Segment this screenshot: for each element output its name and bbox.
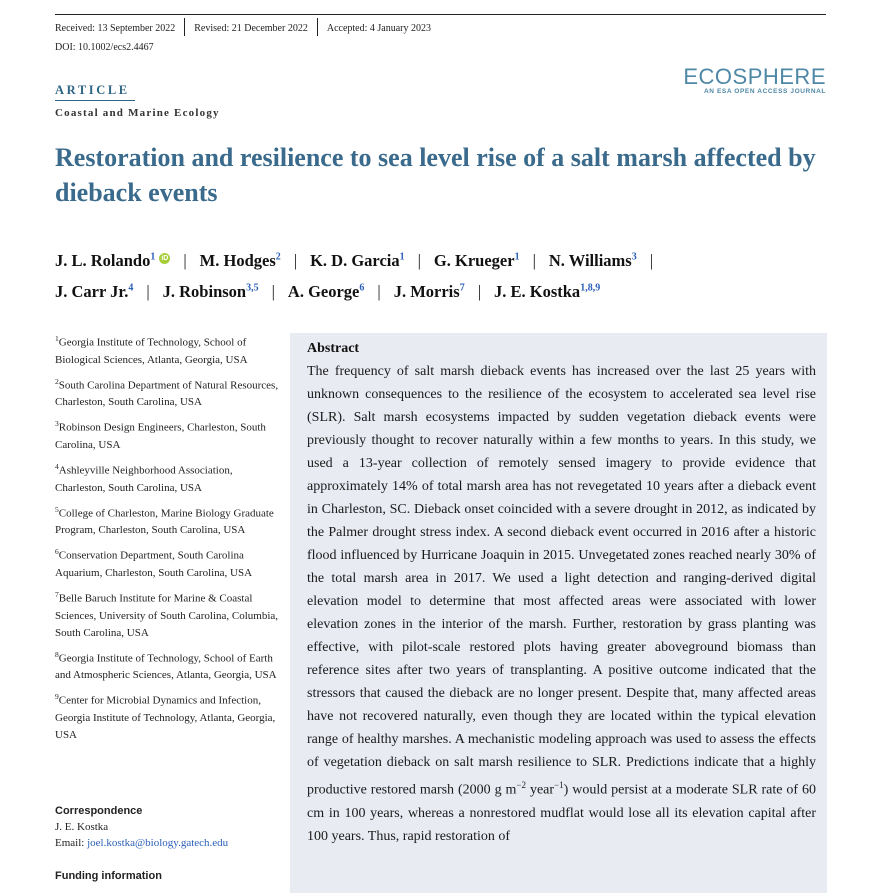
affiliation: $^1$Georgia Institute of Technology, School of Biological Sciences, Atlanta, Georgia, USA [55, 334, 248, 366]
author[interactable]: J. Robinson$^{3,5}$ [162, 282, 259, 301]
author-separator: | [477, 282, 481, 301]
author[interactable]: A. George$^6$ [287, 282, 365, 301]
author[interactable]: J. L. Rolando$^1$ iD [55, 250, 169, 270]
author[interactable]: M. Hodges$^2$ [199, 250, 281, 270]
author[interactable]: K. D. Garcia$^1$ [310, 250, 405, 270]
publication-dates [55, 20, 431, 38]
email-link[interactable]: joel.kostka@biology.gatech.edu [87, 837, 229, 849]
author-separator: | [417, 250, 421, 270]
date-divider [184, 18, 185, 36]
author-separator: | [377, 282, 381, 301]
author-list [55, 243, 845, 306]
affiliation: $^2$South Carolina Department of Natural Resources, Charleston, South Carolina, USA [55, 376, 279, 409]
author-separator: | [183, 250, 187, 270]
author[interactable]: N. Williams$^3$ [548, 250, 637, 270]
affiliation: $^5$College of Charleston, Marine Biology Graduate Program, Charleston, South Carolina, USA [55, 504, 274, 537]
author[interactable]: J. Morris$^7$ [393, 282, 465, 301]
funding-heading: Funding information [55, 870, 162, 882]
correspondence [55, 803, 280, 851]
received-date: Received: 13 September 2022 [55, 23, 176, 35]
correspondence-email-line: Email: joel.kostka@biology.gatech.edu [55, 837, 229, 849]
article-title: Restoration and resilience to sea level rise of a salt marsh affected by dieback events [55, 143, 816, 207]
affiliations [55, 330, 280, 748]
abstract-box [290, 333, 827, 893]
accepted-date: Accepted: 4 January 2023 [326, 23, 431, 35]
affiliation: $^9$Center for Microbial Dynamics and Infection, Georgia Institute of Technology, Atlanta, Georgia, USA [55, 692, 276, 741]
abstract-heading: Abstract [307, 341, 360, 356]
author-separator: | [649, 250, 654, 270]
author[interactable]: G. Krueger$^1$ [433, 250, 520, 270]
doi[interactable]: DOI: 10.1002/ecs2.4467 [55, 42, 154, 53]
abstract-text: The frequency of salt marsh dieback events has increased over the last 25 years with unknown consequences to the resilience of the ecosystem to accelerated sea level rise (SLR). Salt marsh ecosystems impacted by sudden vegetation dieback events were previously thought to recover naturally within a few months to years. In this study, we used a 13-year collection of remotely sensed imagery to provide evidence that approximately 14% of total marsh area has not revegetated 10 years after a dieback event in Charleston, SC. Dieback onset coincided with a severe drought in 2012, as indicated by the Palmer drought stress index. A second dieback event occurred in 2016 after a historic flood influenced by Hurricane Joaquin in 2015. Unvegetated zones reached nearly 30% of the total marsh area in 2017. We used a light detection and ranging-derived digital elevation model to determine that most affected areas were associated with lower elevation zones in the interior of the marsh. Further, restoration by grass planting was effective, with pilot-scale restored plots having greater aboveground biomass than reference sites after two years of transplanting. A positive outcome indicated that the stressors that caused the dieback are no longer present. Despite that, many affected areas have not recovered naturally, even though they are located within the typical elevation range of healthy marshes. A mechanistic modeling approach was used to assess the effects of vegetation dieback on salt marsh resilience to SLR. Predictions indicate that a highly productive restored marsh (2000 g $m^{-2}$ year$^{-1}$) would persist at a moderate SLR rate of 60 cm in 100 years, whereas a nonrestored mudflat would lose all its elevation capital after 100 years. Thus, rapid restoration of [307, 364, 816, 844]
orcid-icon[interactable]: iD [161, 255, 169, 263]
article-type: ARTICLE [55, 83, 130, 97]
revised-date: Revised: 21 December 2022 [194, 23, 308, 35]
journal-name: ECOSPHERE [683, 64, 826, 89]
journal-tagline: AN ESA OPEN ACCESS JOURNAL [703, 88, 826, 95]
affiliation: $^6$Conservation Department, South Carolina Aquarium, Charleston, South Carolina, USA [55, 547, 253, 579]
author[interactable]: J. Carr Jr.$^4$ [55, 282, 134, 301]
author-separator: | [532, 250, 536, 270]
correspondence-name: J. E. Kostka [55, 821, 109, 833]
journal-logo[interactable] [683, 66, 826, 95]
author-separator: | [271, 282, 275, 301]
correspondence-heading: Correspondence [55, 805, 143, 817]
header-rule [55, 14, 826, 15]
author-separator: | [146, 282, 150, 301]
article-type-rule [55, 100, 135, 101]
article-section: Coastal and Marine Ecology [55, 107, 220, 119]
affiliation: $^8$Georgia Institute of Technology, School of Earth and Atmospheric Sciences, Atlanta, Georgia, USA [55, 649, 277, 682]
affiliation: $^7$Belle Baruch Institute for Marine & Coastal Sciences, University of South Carolina, Columbia, South Carolina, USA [55, 589, 279, 639]
author-separator: | [293, 250, 298, 270]
affiliation: $^3$Robinson Design Engineers, Charleston, South Carolina, USA [55, 419, 266, 451]
date-divider [317, 18, 318, 36]
author[interactable]: J. E. Kostka$^{1,8,9}$ [494, 282, 601, 301]
affiliation: $^4$Ashleyville Neighborhood Association, Charleston, South Carolina, USA [55, 461, 233, 494]
